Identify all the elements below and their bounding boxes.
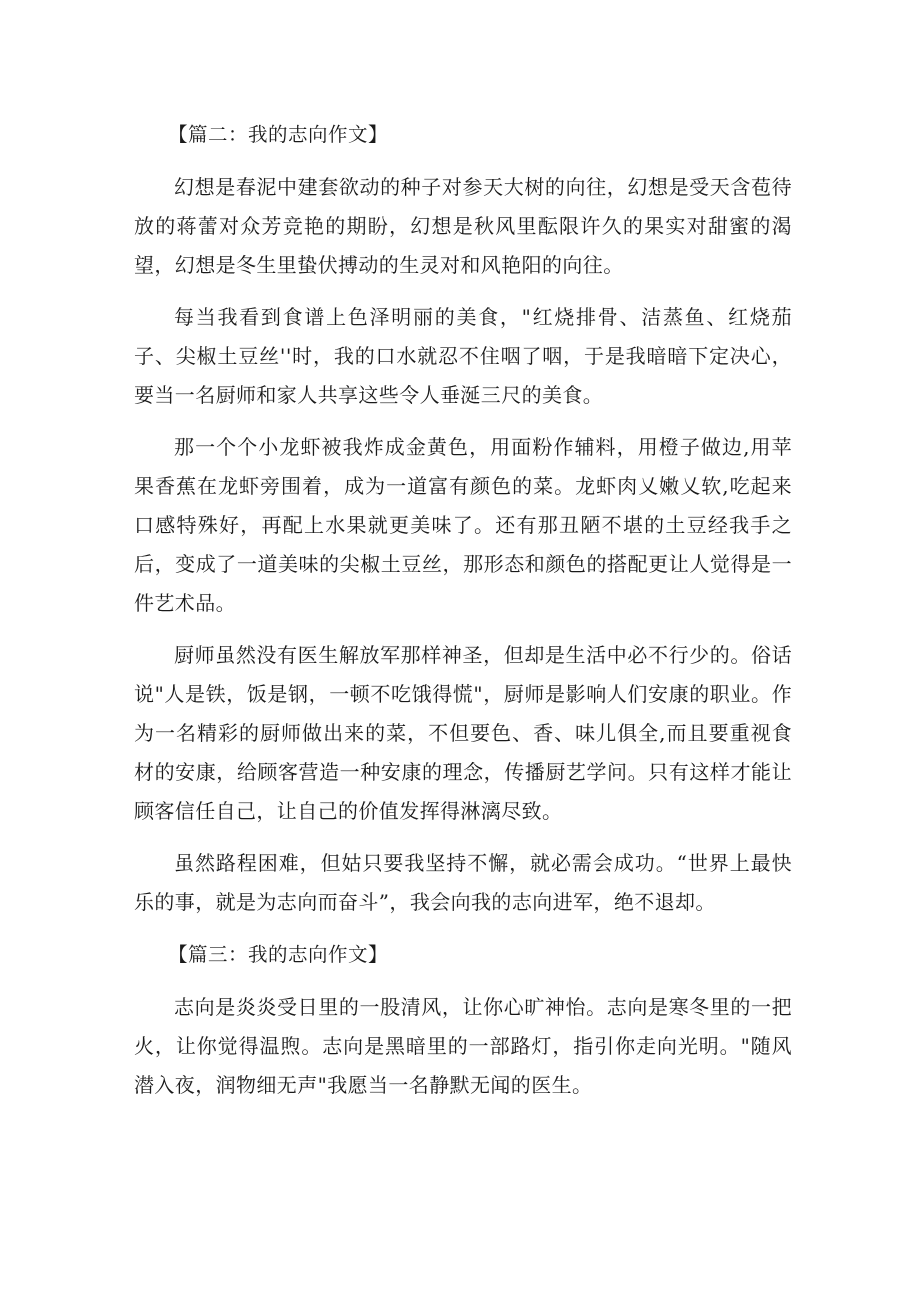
paragraph: 那一个个小龙虾被我炸成金黄色，用面粉作辅料，用橙子做边,用苹果香蕉在龙虾旁围着，成为一道富有颜色的菜。龙虾肉乂嫩乂软,吃起来口感特殊好，再配上水果就更美味了。还有那丑陋不堪的土豆经我手之后，变成了一道美味的尖椒土豆丝，那形态和颜色的搭配更让人觉得是一件艺术品。	[134, 435, 792, 615]
spacer	[134, 415, 792, 428]
section-heading-2: 【篇二：我的志向作文】	[168, 123, 389, 146]
section-heading-3: 【篇三：我的志向作文】	[168, 943, 389, 966]
paragraph: 厨师虽然没有医生解放军那样神圣，但却是生活中必不行少的。俗话说"人是铁，饭是钢，一顿不吃饿得慌"，厨师是影响人们安康的职业。作为一名精彩的厨师做出来的菜，不但要色、香、味儿俱全,而且要重视食材的安康，给顾客营造一种安康的理念，传播厨艺学问。只有这样才能让顾客信任自己，让自己的价值发挥得淋漓尽致。	[134, 643, 792, 823]
spacer	[134, 831, 792, 844]
paragraph: 幻想是春泥中建套欲动的种子对参天大树的向往，幻想是受天含苞待放的蒋蕾对众芳竞艳的期盼，幻想是秋风里酝限许久的果实对甜蜜的渴望，幻想是冬生里蛰伏搏动的生灵对和风艳阳的向往。	[134, 175, 792, 277]
spacer	[134, 285, 792, 298]
spacer	[134, 922, 792, 938]
paragraph: 虽然路程困难，但姑只要我坚持不懈，就必需会成功。“世界上最快乐的事，就是为志向而奋斗”，我会向我的志向进军，绝不退却。	[134, 851, 792, 914]
paragraph: 志向是炎炎受日里的一股清风，让你心旷神怡。志向是寒冬里的一把火，让你觉得温煦。志向是黑暗里的一部路灯，指引你走向光明。"随风潜入夜，润物细无声"我愿当一名静默无闻的医生。	[134, 995, 792, 1097]
spacer	[134, 623, 792, 636]
paragraph: 每当我看到食谱上色泽明丽的美食，"红烧排骨、洁蒸鱼、红烧茄子、尖椒土豆丝''时，我的口水就忍不住咽了咽，于是我暗暗下定决心，要当一名厨师和家人共享这些令人垂涎三尺的美食。	[134, 305, 792, 407]
spacer	[134, 972, 792, 988]
spacer	[134, 152, 792, 168]
document-body	[134, 118, 792, 1105]
